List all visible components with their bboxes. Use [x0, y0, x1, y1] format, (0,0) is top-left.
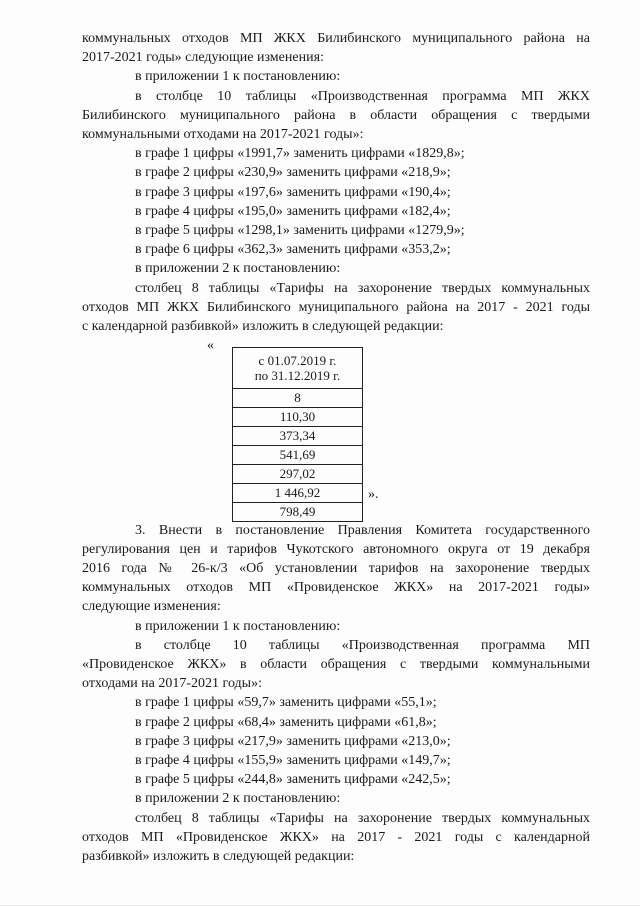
table-header-row	[233, 348, 363, 389]
table-cell: 373,34	[233, 427, 363, 446]
quote-open: «	[207, 338, 214, 353]
text-line: отходов МП «Провиденское ЖКХ» на 2017 - 2021 годы с календарной	[82, 830, 590, 845]
table-row	[233, 465, 363, 484]
text-line: с календарной разбивкой» изложить в следующей редакции:	[82, 319, 444, 334]
table-row	[233, 389, 363, 408]
text-line: 3. Внести в постановление Правления Комитета государственного	[135, 523, 590, 538]
text-line: коммунальными отходами на 2017-2021 годы»:	[82, 127, 364, 142]
text-line: 2017-2021 годы» следующие изменения:	[82, 50, 324, 65]
text-line: разбивкой» изложить в следующей редакции:	[82, 849, 355, 864]
tariff-table	[232, 347, 363, 522]
text-line: в приложении 1 к постановлению:	[135, 69, 341, 84]
text-line: «Провиденское ЖКХ» в области обращения с твердыми коммунальными	[82, 657, 590, 672]
table-row	[233, 408, 363, 427]
table-cell: 110,30	[233, 408, 363, 427]
text-line: столбец 8 таблицы «Тарифы на захоронение твердых коммунальных	[135, 281, 590, 296]
table-cell: 541,69	[233, 446, 363, 465]
text-line: регулирования цен и тарифов Чукотского автономного округа от 19 декабря	[82, 542, 590, 557]
table-row	[233, 503, 363, 522]
text-line: коммунальных отходов МП «Провиденское ЖКХ» на 2017-2021 годы»	[82, 580, 590, 595]
text-line: в графе 5 цифры «1298,1» заменить цифрами «1279,9»;	[135, 223, 465, 238]
table-cell: 1 446,92	[233, 484, 363, 503]
text-line: в графе 6 цифры «362,3» заменить цифрами «353,2»;	[135, 242, 451, 257]
table-cell: 8	[233, 389, 363, 408]
text-line: в приложении 1 к постановлению:	[135, 619, 341, 634]
text-line: в столбце 10 таблицы «Производственная программа МП	[135, 638, 590, 653]
text-line: в графе 1 цифры «1991,7» заменить цифрами «1829,8»;	[135, 146, 465, 161]
table-cell: 297,02	[233, 465, 363, 484]
text-line: отходами на 2017-2021 годы»:	[82, 676, 262, 691]
text-line: в графе 5 цифры «244,8» заменить цифрами «242,5»;	[135, 772, 451, 787]
text-line: в графе 3 цифры «197,6» заменить цифрами «190,4»;	[135, 185, 451, 200]
text-line: в графе 4 цифры «195,0» заменить цифрами «182,4»;	[135, 204, 451, 219]
text-line: в графе 4 цифры «155,9» заменить цифрами «149,7»;	[135, 753, 451, 768]
text-line: отходов МП ЖКХ Билибинского муниципального района на 2017 - 2021 годы	[82, 300, 590, 315]
table-header-cell	[233, 348, 363, 389]
text-line: в графе 3 цифры «217,9» заменить цифрами «213,0»;	[135, 734, 451, 749]
text-line: коммунальных отходов МП ЖКХ Билибинского муниципального района на	[82, 31, 590, 46]
text-line: в графе 1 цифры «59,7» заменить цифрами «55,1»;	[135, 695, 437, 710]
table-cell: 798,49	[233, 503, 363, 522]
text-line: в приложении 2 к постановлению:	[135, 261, 341, 276]
text-line: столбец 8 таблицы «Тарифы на захоронение твердых коммунальных	[135, 811, 590, 826]
text-line: Билибинского муниципального района в области обращения с твердыми	[82, 108, 590, 123]
text-line: в графе 2 цифры «68,4» заменить цифрами «61,8»;	[135, 715, 437, 730]
table-row	[233, 484, 363, 503]
text-line: в столбце 10 таблицы «Производственная программа МП ЖКХ	[135, 89, 590, 104]
quote-close: ».	[368, 487, 379, 502]
header-line-to: по 31.12.2019 г.	[254, 368, 341, 383]
text-line: в приложении 2 к постановлению:	[135, 791, 341, 806]
header-line-from: с 01.07.2019 г.	[258, 353, 337, 368]
table-row	[233, 446, 363, 465]
text-line: следующие изменения:	[82, 599, 221, 614]
table-row	[233, 427, 363, 446]
text-line: в графе 2 цифры «230,9» заменить цифрами «218,9»;	[135, 165, 451, 180]
text-line: 2016 года № 26-к/3 «Об установлении тарифов на захоронение твердых	[82, 561, 590, 576]
